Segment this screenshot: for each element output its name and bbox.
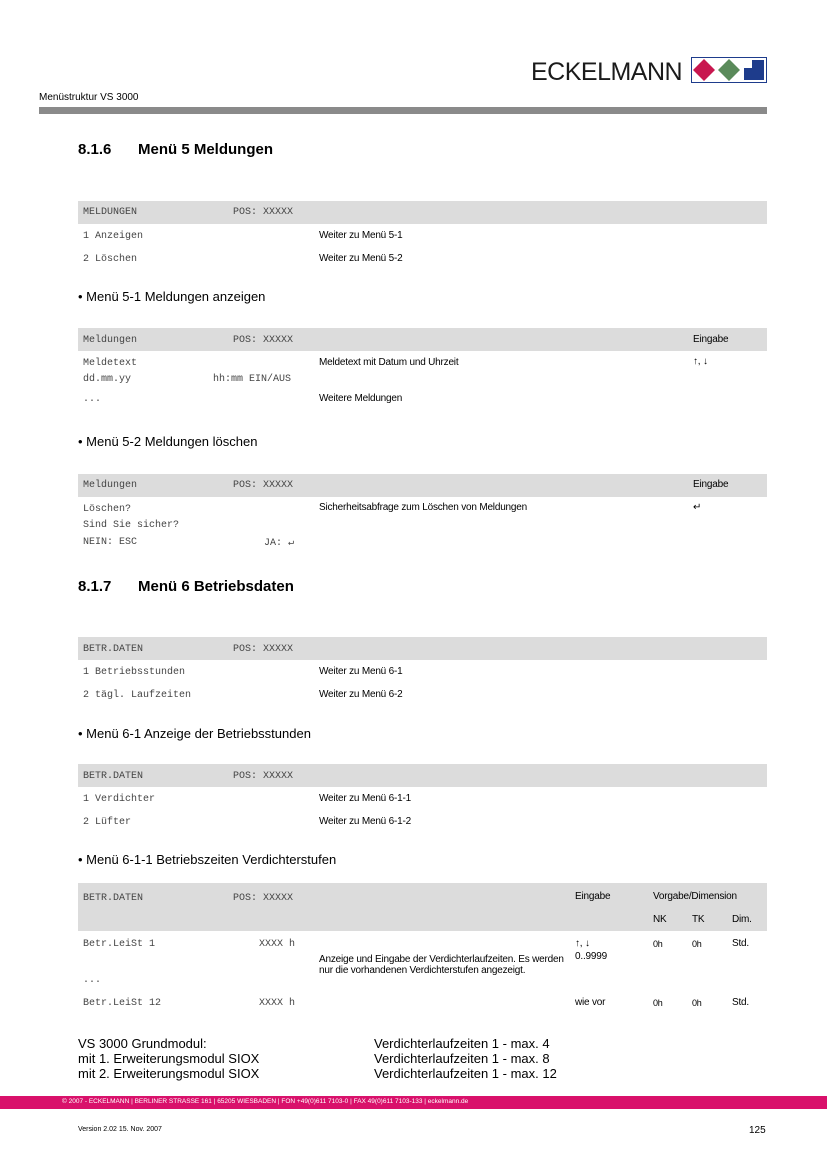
table-row (78, 497, 767, 557)
input-column-header: Eingabe (693, 334, 729, 345)
menu-table-meldungen (78, 201, 767, 270)
item-description: Meldetext mit Datum und Uhrzeit (319, 357, 459, 368)
input-keys: ↑, ↓ (693, 356, 708, 367)
bullet-heading-6-1-1: • Menü 6-1-1 Betriebszeiten Verdichterstufen (78, 852, 337, 867)
section-heading-8-1-6 (78, 141, 273, 158)
value-field: XXXX h (259, 998, 296, 1009)
menu-table-betriebsstunden (78, 764, 767, 833)
table-row (78, 391, 767, 414)
table-header (78, 474, 767, 497)
table-row (78, 810, 767, 833)
table-header (78, 328, 767, 351)
time-field: hh:mm EIN/AUS (213, 374, 292, 385)
page-number: 125 (749, 1125, 766, 1136)
menu-position: POS: XXXXX (233, 771, 294, 782)
table-header (78, 637, 767, 660)
nk-value: 0h (653, 939, 663, 949)
table-row (78, 683, 767, 706)
dim-value: Std. (732, 997, 749, 1008)
item-description: Weiter zu Menü 5-2 (319, 253, 403, 264)
input-keys: wie vor (575, 997, 606, 1008)
bullet-heading-5-2: • Menü 5-2 Meldungen löschen (78, 434, 258, 449)
section-number: 8.1.6 (78, 141, 112, 158)
nk-value: 0h (653, 998, 663, 1008)
menu-table-betriebsdaten (78, 637, 767, 706)
section-title: Menü 5 Meldungen (138, 141, 273, 158)
summary-label: mit 2. Erweiterungsmodul SIOX (78, 1066, 260, 1081)
menu-item: ... (83, 975, 102, 986)
module-summary-labels (78, 1036, 259, 1081)
menu-item: 2 Lüfter (83, 817, 132, 828)
tk-value: 0h (692, 998, 702, 1008)
menu-item: Betr.LeiSt 12 (83, 998, 162, 1009)
menu-position: POS: XXXXX (233, 893, 294, 904)
tk-column-header: TK (692, 914, 705, 925)
menu-item: 1 Anzeigen (83, 231, 144, 242)
table-row (78, 351, 767, 391)
value-field: XXXX h (259, 939, 296, 950)
footer-address: © 2007 - ECKELMANN | BERLINER STRASSE 161 | 65205 WIESBADEN | FON +49(0)611 7103-0 | FAX 49(0)611 7103-133 | eckelmann.de (62, 1098, 469, 1105)
section-heading-8-1-7 (78, 578, 294, 595)
input-column-header: Eingabe (575, 891, 611, 902)
module-summary-values (374, 1036, 557, 1081)
table-header (78, 201, 767, 224)
item-description: Weiter zu Menü 5-1 (319, 230, 403, 241)
brand-logo-icon (691, 57, 767, 83)
menu-title: BETR.DATEN (83, 644, 144, 655)
table-header (78, 764, 767, 787)
input-range: 0..9999 (575, 951, 607, 962)
summary-value: Verdichterlaufzeiten 1 - max. 12 (374, 1066, 557, 1081)
summary-value: Verdichterlaufzeiten 1 - max. 4 (374, 1036, 550, 1051)
menu-item: 2 tägl. Laufzeiten (83, 690, 192, 701)
menu-item: Löschen? (83, 504, 132, 515)
item-description: Sicherheitsabfrage zum Löschen von Meldungen (319, 502, 528, 513)
input-column-header: Eingabe (693, 479, 729, 490)
confirm-option: JA: ↵ (264, 538, 295, 549)
table-row (78, 787, 767, 810)
menu-table-meldungen-loeschen (78, 474, 767, 557)
section-title: Menü 6 Betriebsdaten (138, 578, 294, 595)
default-dimension-header: Vorgabe/Dimension (653, 891, 737, 902)
item-description: Anzeige und Eingabe der Verdichterlaufzeiten. Es werden nur die vorhandenen Verdichterstufen angezeigt. (319, 954, 564, 976)
item-description: Weiter zu Menü 6-1 (319, 666, 403, 677)
menu-item: 1 Verdichter (83, 794, 156, 805)
summary-label: VS 3000 Grundmodul: (78, 1036, 207, 1051)
menu-title: BETR.DATEN (83, 893, 144, 904)
tk-value: 0h (692, 939, 702, 949)
menu-item: Meldetext (83, 358, 138, 369)
menu-title: Meldungen (83, 335, 138, 346)
input-keys: ↑, ↓ (575, 938, 590, 949)
menu-table-meldungen-anzeigen (78, 328, 767, 414)
item-description: Weiter zu Menü 6-1-1 (319, 793, 411, 804)
menu-title: MELDUNGEN (83, 207, 138, 218)
dim-value: Std. (732, 938, 749, 949)
menu-title: BETR.DATEN (83, 771, 144, 782)
item-description: Weiter zu Menü 6-2 (319, 689, 403, 700)
header-rule (39, 107, 767, 114)
menu-position: POS: XXXXX (233, 207, 294, 218)
menu-table-verdichterstufen (78, 883, 767, 1011)
nk-column-header: NK (653, 914, 667, 925)
menu-title: Meldungen (83, 480, 138, 491)
item-description: Weiter zu Menü 6-1-2 (319, 816, 411, 827)
version-info: Version 2.02 15. Nov. 2007 (78, 1126, 162, 1133)
section-number: 8.1.7 (78, 578, 112, 595)
table-body (78, 931, 767, 1011)
summary-label: mit 1. Erweiterungsmodul SIOX (78, 1051, 260, 1066)
brand-logo-text: ECKELMANN (531, 58, 683, 86)
menu-item: 1 Betriebsstunden (83, 667, 186, 678)
menu-item: 2 Löschen (83, 254, 138, 265)
menu-position: POS: XXXXX (233, 480, 294, 491)
table-row (78, 660, 767, 683)
document-title: Menüstruktur VS 3000 (39, 92, 139, 103)
confirm-question: Sind Sie sicher? (83, 520, 180, 531)
menu-position: POS: XXXXX (233, 644, 294, 655)
table-row (78, 247, 767, 270)
dim-column-header: Dim. (732, 914, 752, 925)
bullet-heading-5-1: • Menü 5-1 Meldungen anzeigen (78, 289, 266, 304)
summary-value: Verdichterlaufzeiten 1 - max. 8 (374, 1051, 550, 1066)
input-keys: ↵ (693, 502, 702, 513)
date-field: dd.mm.yy (83, 374, 132, 385)
menu-item: Betr.LeiSt 1 (83, 939, 156, 950)
table-row (78, 224, 767, 247)
bullet-heading-6-1: • Menü 6-1 Anzeige der Betriebsstunden (78, 726, 311, 741)
cancel-option: NEIN: ESC (83, 537, 138, 548)
menu-position: POS: XXXXX (233, 335, 294, 346)
table-header (78, 883, 767, 931)
item-description: Weitere Meldungen (319, 393, 403, 404)
menu-item: ... (83, 394, 102, 405)
footer-bar (0, 1096, 827, 1109)
